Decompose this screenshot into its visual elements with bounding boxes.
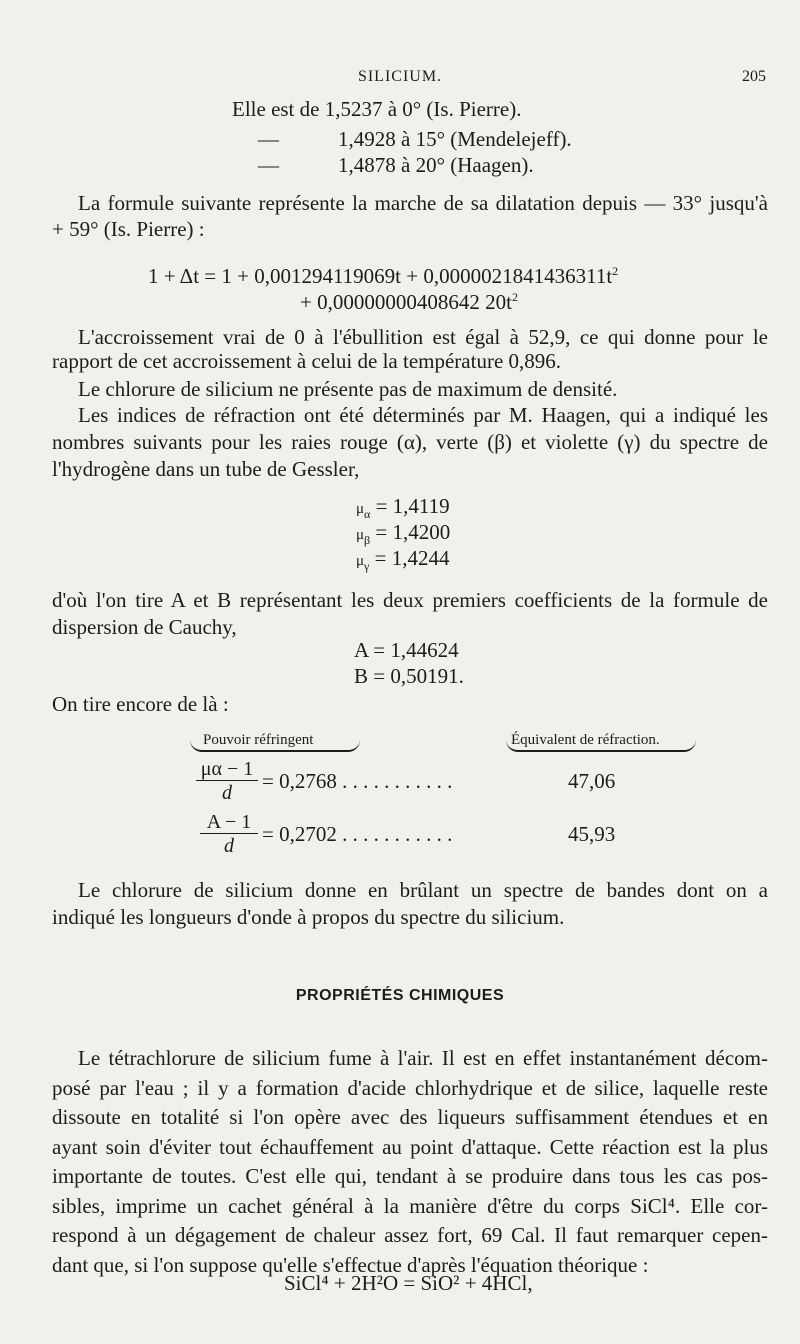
density-dash-3: — <box>258 153 279 177</box>
fraction-row-2-denominator: d <box>224 835 234 857</box>
density-line-3: 1,4878 à 20° (Haagen). <box>338 153 534 177</box>
index-gamma: $\mu_\gamma = 1,4244$ <box>356 546 450 574</box>
encore-line: On tire encore de là : <box>52 692 229 716</box>
density-line-1: Elle est de 1,5237 à 0° (Is. Pierre). <box>232 97 522 121</box>
dilatation-line-1: La formule suivante représente la marche de sa dilatation depuis — 33° jusqu'à <box>78 191 768 215</box>
cauchy-b-value: B = 0,50191. <box>354 664 464 688</box>
density-line-2: 1,4928 à 15° (Mendelejeff). <box>338 127 572 151</box>
chimiques-line-4: ayant soin d'éviter tout échauffement au point d'attaque. Cette réaction est la plus <box>52 1134 768 1159</box>
chimiques-line-6: sibles, imprime un cachet général à la manière d'être du corps SiCl⁴. Elle cor- <box>52 1193 768 1218</box>
chimiques-line-5: importante de toutes. C'est elle qui, tendant à se produire dans tous les cas pos- <box>52 1164 768 1188</box>
row-2-value: = 0,2702 . . . . . . . . . . . <box>262 822 453 846</box>
brace-refringent <box>190 740 360 752</box>
refraction-line-2: nombres suivants pour les raies rouge (α), verte (β) et violette (γ) du spectre de <box>52 430 768 454</box>
cauchy-line-2: dispersion de Cauchy, <box>52 615 237 639</box>
chimiques-line-7: respond à un dégagement de chaleur assez fort, 69 Cal. Il faut remarquer cepen- <box>52 1223 768 1247</box>
column-header-refringent: Pouvoir réfringent <box>203 732 314 748</box>
chimiques-line-3: dissoute en totalité si l'on opère avec des liqueurs suffisamment étendues et en <box>52 1105 768 1129</box>
index-alpha: $\mu_\alpha = 1,4119$ <box>356 494 450 522</box>
final-equation: SiCl⁴ + 2H²O = SiO² + 4HCl, <box>284 1271 533 1295</box>
chimiques-line-1: Le tétrachlorure de silicium fume à l'air. Il est en effet instantanément décom- <box>78 1046 768 1070</box>
chimiques-line-2: posé par l'eau ; il y a formation d'acide chlorhydrique et de silice, laquelle reste <box>52 1075 768 1100</box>
fraction-row-1-denominator: d <box>222 782 232 804</box>
spectre-line-1: Le chlorure de silicium donne en brûlant un spectre de bandes dont on a <box>78 878 768 902</box>
dilatation-formula-2 <box>300 282 518 317</box>
refraction-line-1: Les indices de réfraction ont été déterminés par M. Haagen, qui a indiqué les <box>78 403 768 427</box>
row-2-equivalent: 45,93 <box>568 822 616 846</box>
fraction-row-1 <box>196 758 258 805</box>
fraction-row-2-numerator: A − 1 <box>200 811 258 834</box>
spectre-line-2: indiqué les longueurs d'onde à propos du spectre du silicium. <box>52 905 565 929</box>
formula-2-body: + 0,00000000408642 20t <box>300 290 512 314</box>
column-header-equivalent: Équivalent de réfraction. <box>511 732 660 748</box>
row-1-equivalent: 47,06 <box>568 769 616 793</box>
row-1-value: = 0,2768 . . . . . . . . . . . <box>262 769 453 793</box>
cauchy-line-1: d'où l'on tire A et B représentant les deux premiers coefficients de la formule de <box>52 588 768 612</box>
formula-1-exponent: 2 <box>612 264 619 278</box>
cauchy-a-value: A = 1,44624 <box>354 638 459 662</box>
maximum-line: Le chlorure de silicium ne présente pas de maximum de densité. <box>78 377 618 401</box>
formula-1-body: 1 + Δt = 1 + 0,001294119069t + 0,0000021841436311t <box>148 264 613 288</box>
chimiques-line-8: dant que, si l'on suppose qu'elle s'effectue d'après l'équation théorique : <box>52 1252 649 1277</box>
fraction-row-1-numerator: μα − 1 <box>196 758 258 781</box>
brace-equivalent <box>506 740 696 752</box>
section-heading: PROPRIÉTÉS CHIMIQUES <box>295 987 505 1004</box>
refraction-line-3: l'hydrogène dans un tube de Gessler, <box>52 457 360 481</box>
dilatation-line-2: + 59° (Is. Pierre) : <box>52 217 205 241</box>
chimiques-paragraph <box>52 1044 768 1280</box>
running-title: SILICIUM. <box>357 68 443 85</box>
index-beta: $\mu_\beta = 1,4200$ <box>356 520 451 548</box>
fraction-row-2 <box>200 811 258 858</box>
density-dash-2: — <box>258 127 279 151</box>
formula-2-exponent: 2 <box>511 290 518 304</box>
page-number: 205 <box>742 68 766 85</box>
accroissement-line-2: rapport de cet accroissement à celui de la température 0,896. <box>52 349 562 373</box>
accroissement-line-1: L'accroissement vrai de 0 à l'ébullition est égal à 52,9, ce qui donne pour le <box>78 325 768 349</box>
